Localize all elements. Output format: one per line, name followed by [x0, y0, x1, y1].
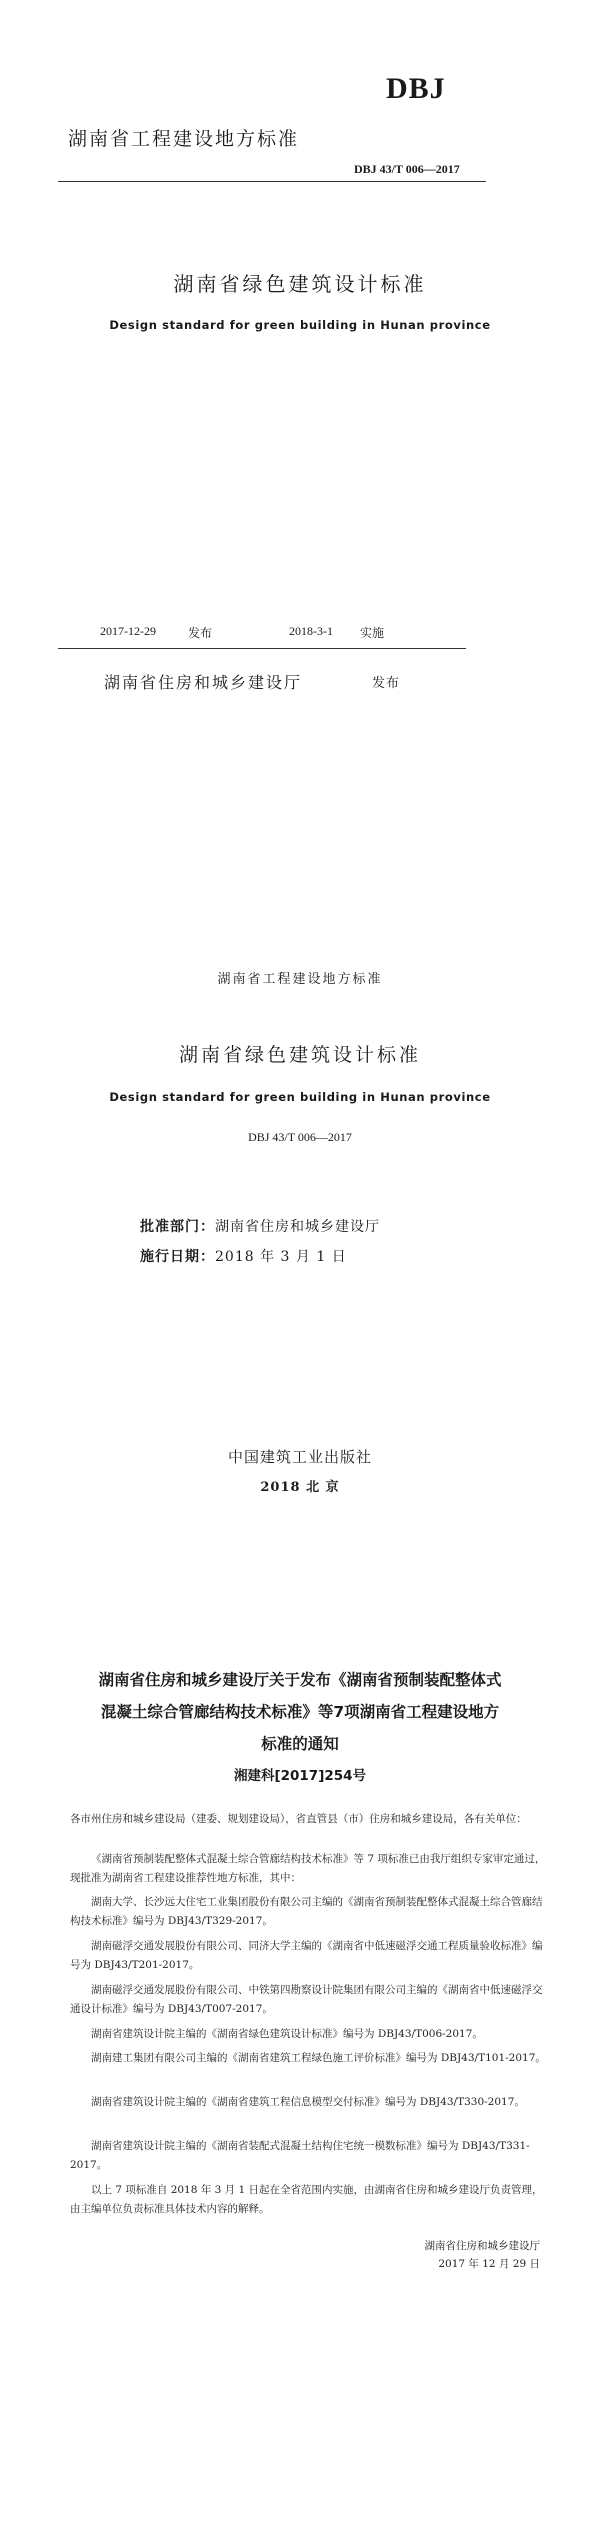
cover-title-cn: 湖南省绿色建筑设计标准 — [173, 272, 427, 296]
notice-item-1: 湖南大学、长沙远大住宅工业集团股份有限公司主编的《湖南省预制装配整体式混凝土综合管廊结构技术标准》编号为 DBJ43/T329-2017。 — [70, 1896, 543, 1927]
notice-paragraph-last: 以上 7 项标准自 2018 年 3 月 1 日起在全省范围内实施，由湖南省住房和城乡建设厅负责管理，由主编单位负责标准具体技术内容的解释。 — [70, 2184, 543, 2215]
notice-item-4: 湖南省建筑设计院主编的《湖南省绿色建筑设计标准》编号为 DBJ43/T006-2017。 — [91, 2028, 483, 2040]
notice-addressee: 各市州住房和城乡建设局（建委、规划建设局），省直管县（市）住房和城乡建设局，各有关单位： — [70, 1813, 527, 1825]
press-place: 2018 北 京 — [260, 1480, 340, 1495]
notice-signature: 湖南省住房和城乡建设厅 — [424, 2240, 540, 2252]
cover-code-big: DBJ — [386, 72, 446, 105]
date-label: 施行日期： — [140, 1249, 215, 1265]
cover-issue-date: 2017-12-29 — [100, 624, 156, 638]
title-page-series: 湖南省工程建设地方标准 — [217, 972, 383, 987]
notice-item-3: 湖南磁浮交通发展股份有限公司、中铁第四勘察设计院集团有限公司主编的《湖南省中低速磁浮交通设计标准》编号为 DBJ43/T007-2017。 — [70, 1984, 543, 2015]
notice-heading-line-3: 标准的通知 — [261, 1735, 339, 1753]
notice-sign-date: 2017 年 12 月 29 日 — [438, 2258, 540, 2270]
cover-issue-label: 发布 — [188, 626, 213, 640]
title-page-title-cn: 湖南省绿色建筑设计标准 — [178, 1044, 421, 1066]
press-name: 中国建筑工业出版社 — [227, 1448, 372, 1466]
notice-paragraph-1: 《湖南省预制装配整体式混凝土综合管廊结构技术标准》等 7 项标准已由我厅组织专家审定通过，现批准为湖南省工程建设推荐性地方标准，其中： — [70, 1853, 546, 1884]
cover-bottom-rule — [58, 648, 466, 649]
notice-heading-line-1: 湖南省住房和城乡建设厅关于发布《湖南省预制装配整体式 — [98, 1671, 502, 1689]
date-value: 2018 年 3 月 1 日 — [215, 1249, 347, 1265]
cover-effective-label: 实施 — [360, 626, 385, 640]
notice-doc-number: 湘建科[2017]254号 — [233, 1768, 367, 1784]
notice-item-6: 湖南省建筑设计院主编的《湖南省建筑工程信息模型交付标准》编号为 DBJ43/T330-2017。 — [91, 2096, 525, 2108]
approval-line — [140, 1216, 380, 1236]
notice-heading-line-2: 混凝土综合管廊结构技术标准》等7项湖南省工程建设地方 — [100, 1703, 500, 1721]
notice-item-7: 湖南省建筑设计院主编的《湖南省装配式混凝土结构住宅统一模数标准》编号为 DBJ43/T331-2017。 — [70, 2140, 530, 2171]
notice-item-2: 湖南磁浮交通发展股份有限公司、同济大学主编的《湖南省中低速磁浮交通工程质量验收标准》编号为 DBJ43/T201-2017。 — [70, 1940, 543, 1971]
title-page-title-en: Design standard for green building in Hunan province — [109, 1090, 491, 1104]
cover-effective-date: 2018-3-1 — [289, 624, 333, 638]
cover-code-number: DBJ 43/T 006—2017 — [354, 162, 460, 176]
cover-series: 湖南省工程建设地方标准 — [68, 128, 300, 150]
title-page-code-number: DBJ 43/T 006—2017 — [248, 1130, 352, 1144]
approval-value: 湖南省住房和城乡建设厅 — [215, 1219, 380, 1235]
effective-line — [140, 1246, 347, 1266]
cover-publisher: 湖南省住房和城乡建设厅 — [104, 673, 303, 692]
approval-label: 批准部门： — [140, 1219, 215, 1235]
notice-item-5: 湖南建工集团有限公司主编的《湖南省建筑工程绿色施工评价标准》编号为 DBJ43/T101-2017。 — [91, 2052, 546, 2064]
cover-title-en: Design standard for green building in Hunan province — [109, 318, 491, 332]
cover-publish-label: 发布 — [372, 676, 401, 691]
cover-top-rule — [58, 181, 486, 182]
